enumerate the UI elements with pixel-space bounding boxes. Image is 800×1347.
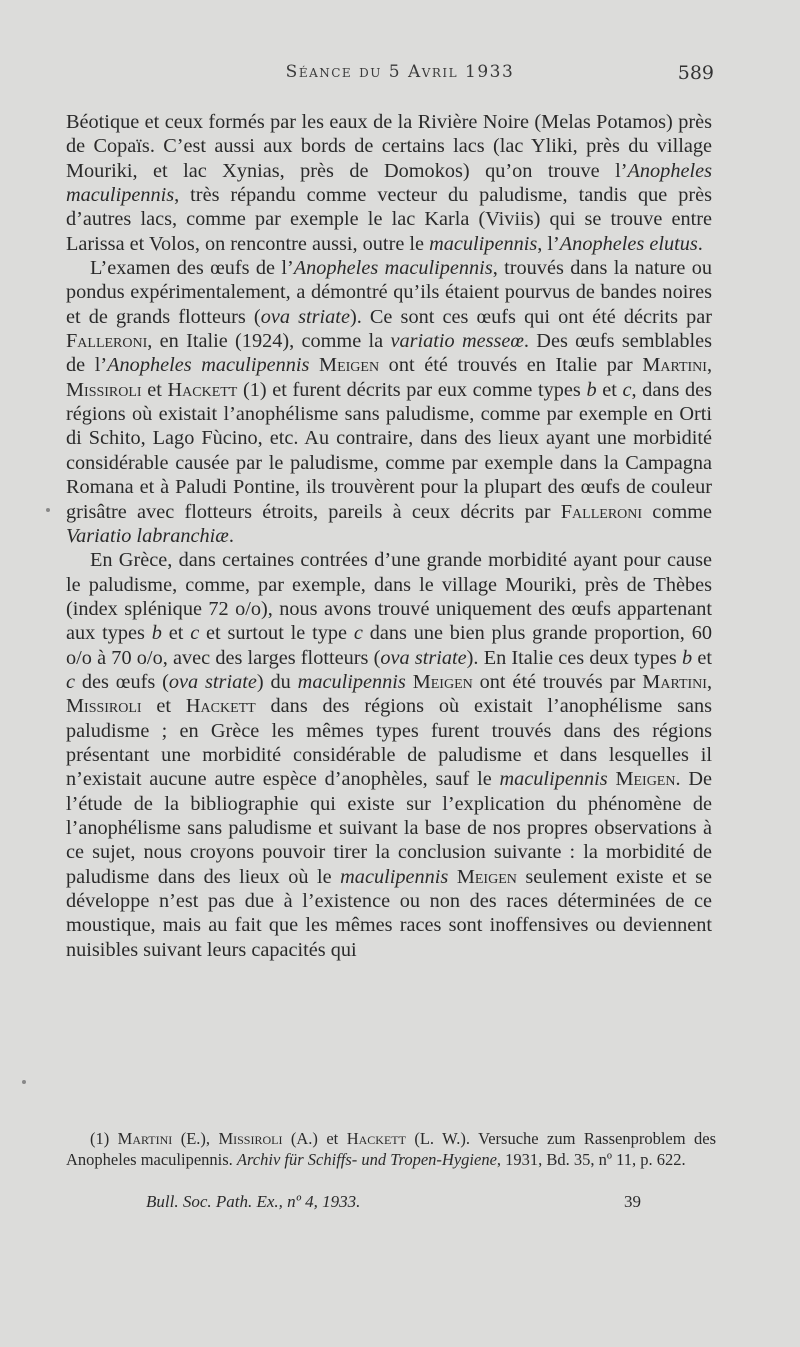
text-run: En Grèce, dans certaines contrées d’une grande morbidité ayant pour cause le paludisme, comme, par exemple, dans le village Mouriki, près de Thèbes (index splénique 72 o/o), nous avons trouvé uniquement des œufs appartenant aux types <box>66 549 712 645</box>
page-header <box>0 62 800 90</box>
italic-run: c <box>353 622 363 645</box>
author-name: Missiroli <box>66 378 142 401</box>
text-run: et <box>161 622 191 645</box>
text-run: des œufs ( <box>75 670 169 693</box>
paragraph-3 <box>66 548 712 962</box>
author-name: Missiroli <box>218 1129 283 1148</box>
text-run: et <box>596 378 623 401</box>
italic-run: ova striate <box>380 646 467 669</box>
text-run: seulement existe et se développe n’est pas due à l’existence ou non des races déterminées de ce moustique, mais au fait que les mêmes races sont inoffensives ou deviennent nuisibles suivant leurs capacités qui <box>66 865 713 961</box>
author-name: Hackett <box>167 378 238 401</box>
page-footer <box>0 1192 800 1216</box>
text-run: (A.) et <box>282 1129 347 1148</box>
italic-run: maculipennis <box>429 232 538 255</box>
text-run: , en Italie (1924), comme la <box>147 330 391 353</box>
text-run: , trouvés dans la nature ou pondus expérimentalement, a démontré qu’ils étaient pourvus de bandes noires et de grands flotteurs ( <box>66 257 712 328</box>
author-name: Meigen <box>615 768 676 791</box>
italic-run: Anopheles maculipennis <box>107 354 310 377</box>
author-name: Meigen <box>456 865 517 888</box>
italic-run: maculipennis <box>297 670 406 693</box>
margin-speck <box>46 508 50 512</box>
text-run: L’examen des œufs de l’ <box>90 257 294 280</box>
text-run <box>309 354 319 376</box>
italic-run: b <box>682 646 693 669</box>
footnote <box>66 1128 716 1170</box>
text-run: (L. W.). Versuche zum Rassenproblem des Anopheles maculipennis. <box>66 1129 716 1169</box>
text-run: Béotique et ceux formés par les eaux de la Rivière Noire (Melas Potamos) près de Copaïs. C’est aussi aux bords de certains lacs (lac Yliki, près du village Mouriki, et lac Xynias, près de Domokos) qu’on trouve l’ <box>66 111 712 182</box>
author-name: Falleroni <box>66 330 148 353</box>
text-run: ). Ce sont ces œufs qui ont été décrits par <box>349 305 712 328</box>
paragraph-1 <box>66 110 712 256</box>
text-run: (E.), <box>172 1129 219 1148</box>
margin-speck <box>22 1080 26 1084</box>
italic-run: maculipennis <box>499 768 608 791</box>
author-name: Martini <box>642 354 707 377</box>
text-run: , très répandu comme vecteur du paludisme, tandis que près d’autres lacs, comme par exemple le lac Karla (Viviis) qui se trouve entre Larissa et Volos, on rencontre aussi, outre le <box>66 184 712 255</box>
italic-run: c <box>66 670 76 693</box>
italic-run: b <box>586 378 597 401</box>
text-run: , dans des régions où existait l’anophélisme sans paludisme, comme par exemple en Orti di Schito, Lago Fùcino, etc. Au contraire, dans des lieux ayant une morbidité considérable causée par le paludisme, comme par exemple dans la Campagna Romana et à Paludi Pontine, ils trouvèrent pour la plupart des œufs de couleur grisâtre avec flotteurs étroits, pareils à ceux décrits par <box>66 378 713 523</box>
italic-run: Anopheles elutus <box>559 232 698 255</box>
text-run: ) du <box>256 670 298 693</box>
paragraph-2 <box>66 256 712 548</box>
italic-run: b <box>151 622 162 645</box>
text-run: (1) <box>90 1129 118 1148</box>
text-run: , l’ <box>537 232 560 255</box>
author-name: Falleroni <box>560 500 643 523</box>
author-name: Hackett <box>346 1129 406 1148</box>
author-name: Martini <box>642 670 707 693</box>
text-run: dans une bien plus grande proportion, 60 o/o à 70 o/o, avec des larges flotteurs ( <box>66 622 712 669</box>
body-text <box>66 110 712 962</box>
text-run: . <box>697 232 703 255</box>
text-run: et surtout le type <box>199 622 354 645</box>
text-run: ). En Italie ces deux types <box>466 646 683 669</box>
text-run: , <box>706 354 713 377</box>
author-name: Martini <box>117 1129 173 1148</box>
italic-run: c <box>622 378 632 401</box>
italic-run: ova striate <box>260 305 350 328</box>
text-run: . <box>228 524 234 547</box>
italic-run: Variatio labranchiæ <box>66 524 229 547</box>
bulletin-reference: Bull. Soc. Path. Ex., nº 4, 1933. <box>146 1192 361 1211</box>
text-run: et <box>692 646 712 669</box>
text-run: dans des régions où existait l’anophélisme sans paludisme ; en Grèce les mêmes types furent trouvés dans des régions présentant une morbidité considérable de paludisme et dans lesquelles il n’existait aucune autre espèce d’anophèles, sauf le <box>66 695 712 791</box>
text-run: , <box>706 670 713 693</box>
text-run: comme <box>642 500 712 523</box>
italic-run: c <box>190 622 200 645</box>
author-name: Meigen <box>412 670 473 693</box>
author-name: Missiroli <box>66 695 142 718</box>
footnote-1 <box>66 1128 716 1170</box>
text-run <box>406 671 413 693</box>
italic-run: Anopheles maculipennis <box>66 159 712 207</box>
running-title: Séance du 5 Avril 1933 <box>285 62 515 82</box>
italic-run: Anopheles maculipennis <box>293 257 493 280</box>
text-run <box>448 866 457 888</box>
journal-title: Archiv für Schiffs- und Tropen-Hygiene <box>236 1150 497 1169</box>
text-run: et <box>141 378 168 401</box>
author-name: Meigen <box>319 354 380 377</box>
italic-run: maculipennis <box>340 865 449 888</box>
italic-run: ova striate <box>168 670 257 693</box>
italic-run: variatio messeœ <box>390 330 524 353</box>
text-run: , 1931, Bd. 35, nº 11, p. 622. <box>496 1150 686 1169</box>
text-run: . Des œufs semblables de l’ <box>66 330 712 377</box>
text-run: ont été trouvés par <box>472 670 643 693</box>
author-name: Hackett <box>185 695 256 718</box>
text-run: (1) et furent décrits par eux comme types <box>237 378 587 401</box>
text-run: ont été trouvés en Italie par <box>379 354 643 377</box>
page-number: 589 <box>677 62 714 84</box>
text-run: et <box>141 695 186 718</box>
signature-mark: 39 <box>624 1192 641 1211</box>
text-run: . De l’étude de la bibliographie qui existe sur l’explication du phénomène de l’anophélisme sans paludisme et suivant la base de nos propres observations à ce sujet, nous croyons pouvoir tirer la conclusion suivante : la morbidité de paludisme dans des lieux où le <box>66 768 712 888</box>
